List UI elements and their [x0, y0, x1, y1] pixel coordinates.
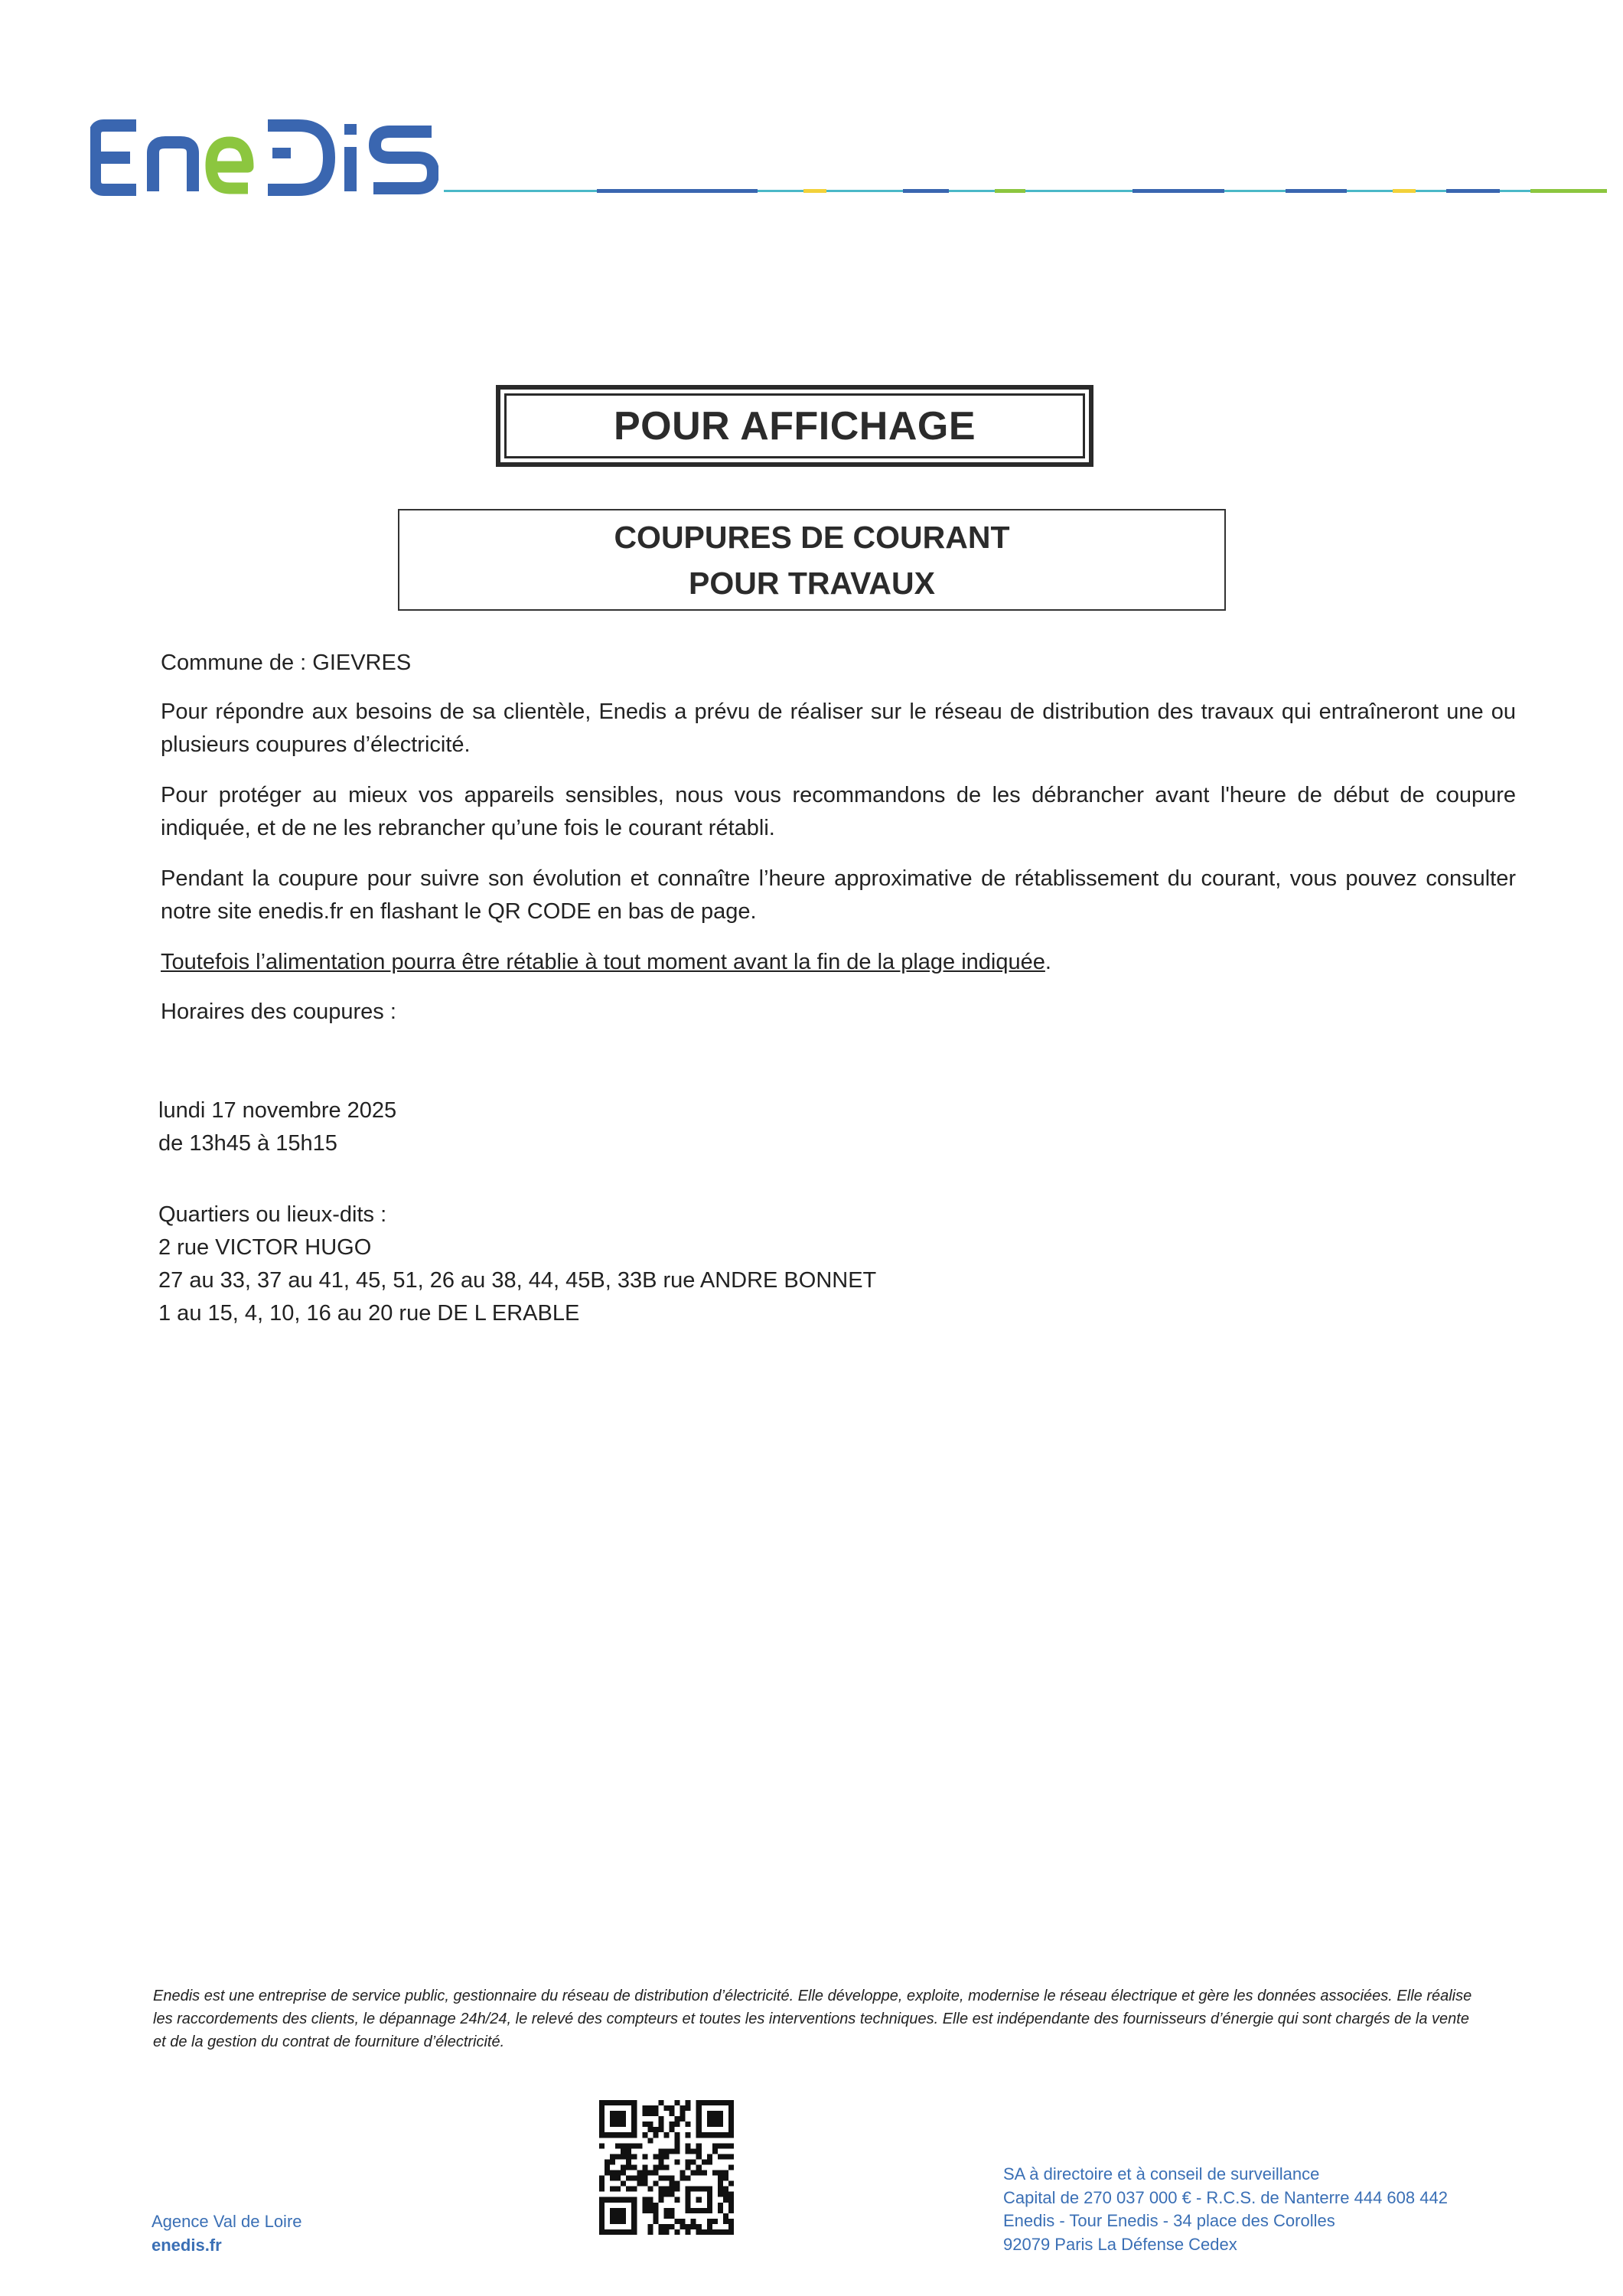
qr-module	[658, 2148, 663, 2154]
qr-module	[647, 2105, 653, 2111]
qr-module	[707, 2154, 712, 2159]
qr-module	[728, 2192, 734, 2197]
qr-module	[728, 2203, 734, 2208]
paragraph-appareils: Pour protéger au mieux vos appareils sensibles, nous vous recommandons de les débrancher avant l'heure de début de coupure indiquée, et de ne les rebrancher qu’une fois le courant rétabli.	[161, 783, 1516, 840]
qr-module	[631, 2164, 637, 2170]
qr-module	[728, 2154, 734, 2159]
qr-module	[702, 2170, 707, 2176]
qr-module	[647, 2224, 653, 2229]
qr-module	[712, 2143, 718, 2148]
qr-module	[696, 2143, 702, 2148]
qr-module	[718, 2181, 723, 2187]
qr-module	[686, 2105, 691, 2111]
qr-module	[642, 2170, 647, 2176]
qr-module	[653, 2164, 658, 2170]
qr-module	[658, 2127, 663, 2132]
qr-module	[712, 2219, 718, 2224]
qr-module	[642, 2164, 647, 2170]
qr-module	[723, 2213, 728, 2219]
qr-module	[670, 2148, 675, 2154]
qr-module	[691, 2159, 696, 2164]
qr-module	[728, 2208, 734, 2213]
qr-module	[658, 2122, 663, 2127]
qr-module	[680, 2111, 686, 2116]
qr-module	[621, 2170, 626, 2176]
company-line: SA à directoire et à conseil de surveillance	[1003, 2164, 1320, 2183]
qr-module	[637, 2170, 642, 2176]
qr-module	[670, 2111, 675, 2116]
qr-module	[637, 2181, 642, 2187]
qr-module	[663, 2229, 669, 2235]
notice-subtitle	[398, 509, 1226, 611]
qr-module	[653, 2213, 658, 2219]
qr-module	[658, 2187, 663, 2192]
qr-module	[626, 2164, 631, 2170]
qr-module	[675, 2122, 680, 2127]
qr-module	[696, 2224, 702, 2229]
qr-module	[675, 2229, 680, 2235]
qr-module	[658, 2224, 663, 2229]
header-decorative-rule	[444, 186, 1607, 197]
qr-module	[686, 2100, 691, 2105]
enedis-logo	[90, 115, 438, 207]
qr-module	[599, 2181, 605, 2187]
qr-module	[663, 2176, 669, 2181]
qr-module	[675, 2100, 680, 2105]
qr-module	[647, 2187, 653, 2192]
qr-module	[707, 2229, 712, 2235]
qr-module	[675, 2143, 680, 2148]
qr-module	[718, 2154, 723, 2159]
qr-module	[658, 2176, 663, 2181]
qr-module	[599, 2176, 605, 2181]
qr-module	[696, 2170, 702, 2176]
qr-module	[680, 2116, 686, 2122]
qr-module	[653, 2105, 658, 2111]
qr-module	[670, 2192, 675, 2197]
qr-module	[653, 2132, 658, 2138]
qr-module	[728, 2197, 734, 2203]
qr-module	[728, 2164, 734, 2170]
company-line: 92079 Paris La Défense Cedex	[1003, 2234, 1237, 2254]
qr-module	[626, 2154, 631, 2159]
qr-module	[670, 2122, 675, 2127]
qr-module	[686, 2229, 691, 2235]
qr-module	[670, 2105, 675, 2111]
qr-module	[631, 2154, 637, 2159]
qr-module	[712, 2229, 718, 2235]
qr-module	[621, 2164, 626, 2170]
qr-module	[642, 2203, 647, 2208]
qr-module	[707, 2224, 712, 2229]
qr-module	[647, 2208, 653, 2213]
address-item: 27 au 33, 37 au 41, 45, 51, 26 au 38, 44, 45B, 33B rue ANDRE BONNET	[158, 1268, 877, 1293]
qr-module	[653, 2170, 658, 2176]
agency-website-link[interactable]: enedis.fr	[152, 2236, 222, 2255]
qr-module	[696, 2229, 702, 2235]
qr-module	[696, 2164, 702, 2170]
qr-module	[680, 2224, 686, 2229]
qr-module	[647, 2203, 653, 2208]
qr-module	[686, 2132, 691, 2138]
qr-module	[647, 2111, 653, 2116]
coupure-time: de 13h45 à 15h15	[158, 1131, 337, 1156]
qr-module	[707, 2219, 712, 2224]
qr-module	[653, 2208, 658, 2213]
qr-module	[647, 2138, 653, 2143]
qr-module	[675, 2181, 680, 2187]
qr-module	[663, 2213, 669, 2219]
qr-module	[686, 2176, 691, 2181]
qr-module	[686, 2143, 691, 2148]
paragraph-avertissement	[161, 946, 1051, 979]
qr-module	[670, 2176, 675, 2181]
qr-module	[615, 2176, 621, 2181]
qr-module	[653, 2127, 658, 2132]
qr-module	[647, 2127, 653, 2132]
qr-module	[599, 2187, 605, 2192]
qr-module	[663, 2105, 669, 2111]
qr-module	[723, 2170, 728, 2176]
qr-module	[723, 2229, 728, 2235]
qr-module	[642, 2122, 647, 2127]
qr-module	[718, 2170, 723, 2176]
qr-module	[663, 2192, 669, 2197]
qr-module	[728, 2219, 734, 2224]
qr-module	[686, 2159, 691, 2164]
qr-module	[663, 2164, 669, 2170]
qr-module	[680, 2176, 686, 2181]
qr-module	[658, 2164, 663, 2170]
company-line: Capital de 270 037 000 € - R.C.S. de Nanterre 444 608 442	[1003, 2187, 1448, 2207]
qr-module	[723, 2197, 728, 2203]
qr-module	[642, 2105, 647, 2111]
qr-module	[670, 2127, 675, 2132]
qr-module	[626, 2159, 631, 2164]
company-line: Enedis - Tour Enedis - 34 place des Corolles	[1003, 2211, 1335, 2230]
qr-module	[610, 2159, 615, 2164]
commune-line: Commune de : GIEVRES	[161, 651, 412, 675]
qr-module	[653, 2203, 658, 2208]
qr-module	[718, 2192, 723, 2197]
qr-module	[626, 2148, 631, 2154]
qr-module	[670, 2224, 675, 2229]
qr-module	[653, 2181, 658, 2187]
qr-code-icon[interactable]	[599, 2100, 734, 2235]
qr-module	[647, 2170, 653, 2176]
qr-module	[680, 2170, 686, 2176]
qr-module	[615, 2154, 621, 2159]
qr-module	[658, 2229, 663, 2235]
qr-module	[642, 2208, 647, 2213]
paragraph-travaux: Pour répondre aux besoins de sa clientèle, Enedis a prévu de réaliser sur le réseau de distribution des travaux qui entraîneront une ou plusieurs coupures d’électricité.	[161, 700, 1516, 757]
qr-module	[658, 2116, 663, 2122]
qr-module	[680, 2219, 686, 2224]
qr-module	[626, 2187, 631, 2192]
qr-module	[675, 2159, 680, 2164]
qr-module	[702, 2229, 707, 2235]
address-list	[158, 1231, 876, 1330]
notice-banner	[496, 385, 1093, 467]
qr-module	[621, 2143, 626, 2148]
qr-module	[621, 2181, 626, 2187]
paragraph-suivi: Pendant la coupure pour suivre son évolution et connaître l’heure approximative de rétablissement du courant, vous pouvez consulter notre site enedis.fr en flashant le QR CODE en bas de page.	[161, 866, 1516, 924]
qr-module	[723, 2176, 728, 2181]
qr-module	[728, 2181, 734, 2187]
qr-module	[728, 2229, 734, 2235]
qr-module	[718, 2203, 723, 2208]
qr-module	[605, 2170, 610, 2176]
qr-module	[675, 2132, 680, 2138]
qr-module	[675, 2148, 680, 2154]
qr-module	[653, 2154, 658, 2159]
qr-module	[718, 2187, 723, 2192]
qr-module	[663, 2187, 669, 2192]
qr-module	[670, 2187, 675, 2192]
qr-module	[653, 2111, 658, 2116]
qr-module	[642, 2181, 647, 2187]
qr-module	[658, 2100, 663, 2105]
qr-module	[610, 2170, 615, 2176]
notice-subtitle-line2: POUR TRAVAUX	[689, 565, 935, 601]
qr-module	[723, 2154, 728, 2159]
qr-module	[626, 2176, 631, 2181]
qr-module	[658, 2159, 663, 2164]
company-info	[1003, 2163, 1448, 2256]
avertissement-underlined: Toutefois l’alimentation pourra être rétablie à tout moment avant la fin de la plage indiquée	[161, 950, 1045, 974]
qr-module	[642, 2197, 647, 2203]
legal-notice: Enedis est une entreprise de service public, gestionnaire du réseau de distribution d’électricité. Elle développe, exploite, modernise le réseau électrique et gère les données associées. Elle réalise les raccordements des clients, le dépannage 24h/24, le relevé des compteurs et toutes les interventions techniques. Elle est indépendante des fournisseurs d’énergie qui sont chargés de la vente et de la gestion du contrat de fourniture d’électricité.	[153, 1988, 1472, 2050]
qr-module	[637, 2143, 642, 2148]
qr-module	[663, 2154, 669, 2159]
coupure-date: lundi 17 novembre 2025	[158, 1098, 397, 1123]
qr-module	[670, 2208, 675, 2213]
qr-module	[691, 2170, 696, 2176]
qr-module	[728, 2224, 734, 2229]
qr-module	[680, 2105, 686, 2111]
qr-module	[605, 2164, 610, 2170]
qr-module	[647, 2197, 653, 2203]
qr-module	[686, 2224, 691, 2229]
qr-module	[723, 2219, 728, 2224]
qr-module	[621, 2148, 626, 2154]
qr-module	[675, 2187, 680, 2192]
qr-module	[626, 2143, 631, 2148]
qr-module	[610, 2154, 615, 2159]
avertissement-period: .	[1045, 950, 1051, 974]
qr-module	[599, 2143, 605, 2148]
qr-module	[686, 2122, 691, 2127]
qr-module	[686, 2164, 691, 2170]
qr-module	[615, 2143, 621, 2148]
qr-module	[653, 2219, 658, 2224]
agency-name: Agence Val de Loire	[152, 2212, 302, 2231]
qr-module	[642, 2176, 647, 2181]
qr-module	[702, 2159, 707, 2164]
qr-module	[718, 2143, 723, 2148]
qr-module	[631, 2187, 637, 2192]
qr-module	[663, 2208, 669, 2213]
quartiers-label: Quartiers ou lieux-dits :	[158, 1202, 387, 1227]
qr-module	[718, 2229, 723, 2235]
qr-module	[663, 2148, 669, 2154]
qr-module	[675, 2197, 680, 2203]
agency-block	[152, 2210, 302, 2257]
qr-module	[675, 2116, 680, 2122]
qr-module	[718, 2208, 723, 2213]
qr-module	[647, 2122, 653, 2127]
notice-subtitle-line1: COUPURES DE COURANT	[614, 519, 1010, 555]
qr-module	[718, 2176, 723, 2181]
qr-module	[728, 2143, 734, 2148]
qr-module	[691, 2224, 696, 2229]
qr-module	[696, 2154, 702, 2159]
qr-module	[642, 2132, 647, 2138]
qr-module	[637, 2176, 642, 2181]
qr-module	[605, 2159, 610, 2164]
qr-module	[723, 2187, 728, 2192]
notice-banner-text: POUR AFFICHAGE	[504, 393, 1085, 458]
qr-module	[663, 2132, 669, 2138]
qr-module	[686, 2148, 691, 2154]
qr-module	[658, 2197, 663, 2203]
qr-module	[691, 2148, 696, 2154]
qr-module	[615, 2187, 621, 2192]
qr-module	[615, 2170, 621, 2176]
qr-module	[658, 2192, 663, 2197]
qr-module	[691, 2219, 696, 2224]
qr-module	[696, 2148, 702, 2154]
qr-module	[621, 2154, 626, 2159]
qr-module	[712, 2170, 718, 2176]
horaires-label: Horaires des coupures :	[161, 1000, 396, 1024]
qr-module	[610, 2176, 615, 2181]
qr-module	[675, 2219, 680, 2224]
address-item: 2 rue VICTOR HUGO	[158, 1235, 372, 1260]
qr-module	[723, 2143, 728, 2148]
qr-module	[723, 2192, 728, 2197]
address-item: 1 au 15, 4, 10, 16 au 20 rue DE L ERABLE	[158, 1301, 580, 1326]
qr-module	[631, 2176, 637, 2181]
qr-module	[658, 2154, 663, 2159]
qr-module	[610, 2187, 615, 2192]
qr-module	[631, 2143, 637, 2148]
qr-module	[670, 2181, 675, 2187]
qr-module	[675, 2138, 680, 2143]
qr-module	[642, 2111, 647, 2116]
qr-module	[663, 2224, 669, 2229]
qr-module	[647, 2229, 653, 2235]
qr-module	[707, 2159, 712, 2164]
qr-module	[712, 2148, 718, 2154]
qr-module	[670, 2213, 675, 2219]
qr-module	[642, 2154, 647, 2159]
